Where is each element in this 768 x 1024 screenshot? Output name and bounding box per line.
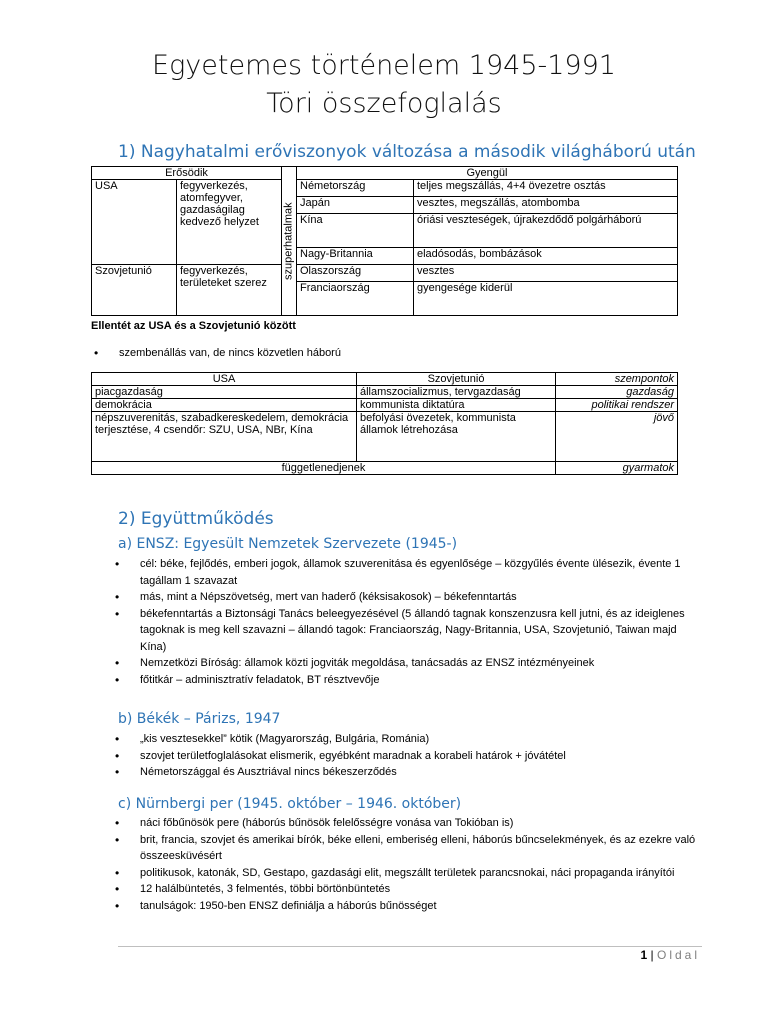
subsection-c-heading: c) Nürnbergi per (1945. október – 1946. október) xyxy=(118,796,462,812)
right-country: Nagy-Britannia xyxy=(297,248,414,265)
list-item: • tanulságok: 1950-ben ENSZ definiálja a háborús bűnösséget xyxy=(112,898,702,915)
list-item: • más, mint a Népszövetség, mert van haderő (kéksisakosok) – békefenntartás xyxy=(112,589,702,606)
footer-label: Oldal xyxy=(656,948,700,962)
right-reason: gyengesége kiderül xyxy=(414,282,678,316)
list-item: • náci főbűnösök pere (háborús bűnösök felelősségre vonása van Tokióban is) xyxy=(112,815,702,832)
list-item: • békefenntartás a Biztonsági Tanács beleegyezésével (5 állandó tagnak konszenzusra kell jutni, és az ideiglenes tagoknak is meg kell szavazni – állandó tagok: Franciaország, Nagy-Britannia, USA, Szovjetunió, Taiwan majd Kína) xyxy=(112,606,702,656)
cell-aspect: jövő xyxy=(556,412,678,462)
col-ussr: Szovjetunió xyxy=(357,373,556,386)
list-item: • politikusok, katonák, SD, Gestapo, gazdasági elit, megszállt területek parancsnokai, náci propaganda irányítói xyxy=(112,865,702,882)
left-reason: fegyverkezés, területeket szerez xyxy=(177,265,282,316)
right-reason: óriási veszteségek, újrakezdődő polgárháború xyxy=(414,214,678,248)
right-country: Kína xyxy=(297,214,414,248)
col-aspects: szempontok xyxy=(556,373,678,386)
cell-ussr: kommunista diktatúra xyxy=(357,399,556,412)
page-footer xyxy=(640,948,700,962)
cell-ussr: befolyási övezetek, kommunista államok létrehozása xyxy=(357,412,556,462)
left-country: USA xyxy=(92,180,177,265)
header-weakens: Gyengül xyxy=(297,167,678,180)
right-reason: vesztes xyxy=(414,265,678,282)
right-country: Olaszország xyxy=(297,265,414,282)
nuremberg-bullets xyxy=(112,815,702,914)
page-number: 1 xyxy=(640,948,648,962)
cell-aspect: gyarmatok xyxy=(556,462,678,475)
cell-ussr: államszocializmus, tervgazdaság xyxy=(357,386,556,399)
page-subtitle: Töri összefoglalás xyxy=(266,88,502,119)
section-2-heading: 2) Együttműködés xyxy=(118,509,274,529)
contrast-note: Ellentét az USA és a Szovjetunió között xyxy=(91,320,296,332)
contrast-bullets xyxy=(91,345,678,362)
list-item: • brit, francia, szovjet és amerikai bírók, béke elleni, emberiség elleni, háborús bűncselekmények, és az ezekre való összeesküvésért xyxy=(112,832,702,865)
right-reason: vesztes, megszállás, atombomba xyxy=(414,197,678,214)
cell-usa: népszuverenitás, szabadkereskedelem, demokrácia terjesztése, 4 csendőr: SZU, USA, NBr, Kína xyxy=(92,412,357,462)
right-country: Franciaország xyxy=(297,282,414,316)
col-usa: USA xyxy=(92,373,357,386)
list-item: • cél: béke, fejlődés, emberi jogok, államok szuverenitása és egyenlősége – közgyűlés évente ülésezik, évente 1 tagállam 1 szavazat xyxy=(112,556,702,589)
right-reason: teljes megszállás, 4+4 övezetre osztás xyxy=(414,180,678,197)
un-bullets xyxy=(112,556,702,688)
footer-divider xyxy=(118,946,702,947)
page-title: Egyetemes történelem 1945-1991 xyxy=(152,50,616,81)
cell-aspect: politikai rendszer xyxy=(556,399,678,412)
subsection-a-heading: a) ENSZ: Egyesült Nemzetek Szervezete (1945-) xyxy=(118,536,458,552)
usa-ussr-compare-table xyxy=(91,372,678,475)
left-country: Szovjetunió xyxy=(92,265,177,316)
list-item: • 12 halálbüntetés, 3 felmentés, többi börtönbüntetés xyxy=(112,881,702,898)
list-item: • Németországgal és Ausztriával nincs békeszerződés xyxy=(112,764,702,781)
right-country: Japán xyxy=(297,197,414,214)
list-item: • Nemzetközi Bíróság: államok közti jogviták megoldása, tanácsadás az ENSZ intézményeinek xyxy=(112,655,702,672)
right-country: Németország xyxy=(297,180,414,197)
peace-bullets xyxy=(112,731,702,781)
section-1-heading: 1) Nagyhatalmi erőviszonyok változása a második világháború után xyxy=(118,142,696,162)
power-balance-table xyxy=(91,166,678,316)
cell-usa: demokrácia xyxy=(92,399,357,412)
subsection-b-heading: b) Békék – Párizs, 1947 xyxy=(118,711,281,727)
right-reason: eladósodás, bombázások xyxy=(414,248,678,265)
superpowers-label: szuperhatalmak xyxy=(282,167,297,316)
list-item: • szembenállás van, de nincs közvetlen háború xyxy=(91,345,678,362)
list-item: • szovjet területfoglalásokat elismerik, egyébként maradnak a korabeli határok + jóvátétel xyxy=(112,748,702,765)
footer-separator: | xyxy=(650,948,654,962)
header-strengthens: Erősödik xyxy=(92,167,282,180)
cell-aspect: gazdaság xyxy=(556,386,678,399)
list-item: • főtitkár – adminisztratív feladatok, BT résztvevője xyxy=(112,672,702,689)
cell-merged: függetlenedjenek xyxy=(92,462,556,475)
left-reason: fegyverkezés, atomfegyver, gazdaságilag kedvező helyzet xyxy=(177,180,282,265)
cell-usa: piacgazdaság xyxy=(92,386,357,399)
list-item: • „kis vesztesekkel” kötik (Magyarország, Bulgária, Románia) xyxy=(112,731,702,748)
